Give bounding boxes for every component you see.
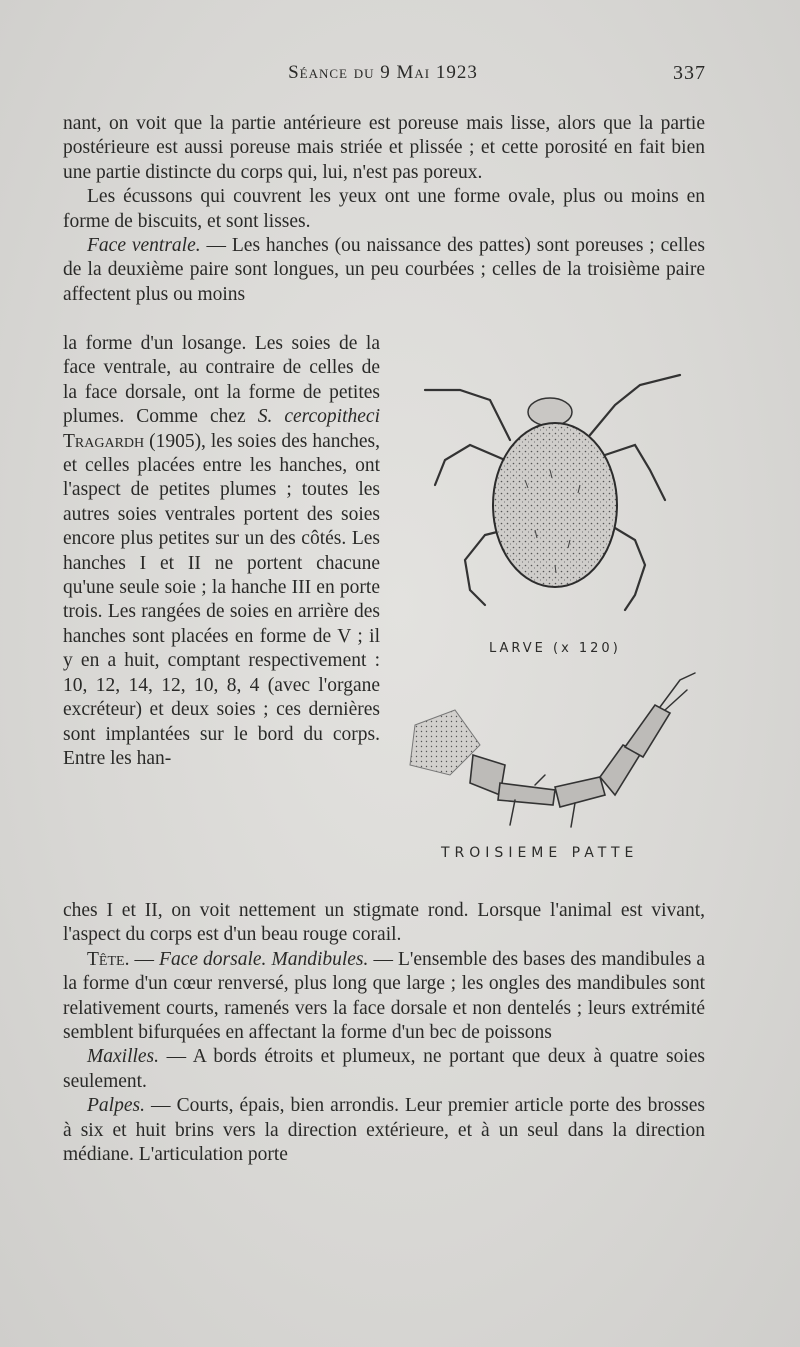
running-header	[60, 60, 706, 88]
page-number: 337	[673, 62, 706, 84]
larva-caption: LARVE (x 120)	[489, 641, 621, 656]
top-text-block	[63, 112, 705, 307]
column-text-part2: (1905), les soies des hanches, et celles placées entre les hanches, ont l'aspect de petites plumes ; toutes les autres soies ventrales portent des soies encore plus petites sur un des côtés. Les hanches I et II ne portent chacune qu'une seule soie ; la hanche III en porte trois. Les rangées de soies en arrière des hanches sont placées en forme de V ; il y en a huit, comptant respectivement : 10, 12, 14, 12, 10, 8, 4 (avec l'organe excréteur) et deux soies ; ces dernières sont implantées sur le bord du corps. Entre les han-	[63, 430, 380, 769]
paragraph-palpes	[63, 1094, 705, 1167]
mite-leg-illustration	[395, 665, 705, 835]
species-name: S. cercopitheci	[257, 406, 380, 428]
face-ventrale-text: — Les hanches (ou naissance des pattes) sont poreuses ; celles de la deuxième paire sont longues, un peu courbées ; celles de la troisième paire affectent plus ou moins	[63, 235, 705, 305]
paragraph-face-ventrale	[63, 234, 705, 307]
palpes-text: — Courts, épais, bien arrondis. Leur premier article porte des brosses à six et huit brins vers la direction extérieure, et à un seul dans la direction médiane. L'articulation porte	[63, 1095, 705, 1166]
heading-face-ventrale: Face ventrale.	[87, 235, 201, 257]
column-text-part1: la forme d'un losange. Les soies de la face ventrale, au contraire de celles de la face dorsale, ont la forme de petites plumes. Comme chez	[63, 333, 380, 428]
tete-text: — L'ensemble des bases des mandibules a la forme d'un cœur renversé, plus long que large ; les ongles des mandibules sont relativement courts, ramenés vers la face dorsale et non dentelés ; leurs extrémité semblent bifurquées en affectant la forme d'un bec de poissons	[63, 948, 706, 1044]
author-name: Tragardh	[63, 430, 145, 452]
paragraph-tete: Tête. — Face dorsale. Mandibules. — L'ensemble des bases des mandibules a la forme d'un cœur renversé, plus long que large ; les ongles des mandibules sont relativement courts, ramenés vers la face dorsale et non dentelés ; leurs extrémité semblent bifurquées en affectant la forme d'un bec de poissons	[63, 948, 706, 1044]
bottom-text-block	[63, 899, 705, 1167]
paragraph-stigmate: ches I et II, on voit nettement un stigmate rond. Lorsque l'animal est vivant, l'aspect du corps est d'un beau rouge corail.	[63, 900, 705, 946]
tete-heading: Face dorsale. Mandibules.	[159, 948, 369, 970]
paragraph-maxilles	[63, 1045, 705, 1094]
header-title: Séance du 9 Mai 1923	[288, 62, 478, 83]
paragraph-continuation: nant, on voit que la partie antérieure est poreuse mais lisse, alors que la partie postérieure est aussi poreuse mais striée et plissée ; et cette porosité en fait bien une partie distincte du corps qui, lui, n'est pas poreux.	[63, 113, 705, 183]
mite-larva-illustration	[410, 360, 700, 630]
maxilles-text: — A bords étroits et plumeux, ne portant que deux à quatre soies seulement.	[63, 1046, 705, 1092]
paragraph-ecussons: Les écussons qui couvrent les yeux ont une forme ovale, plus ou moins en forme de biscuits, et sont lisses.	[63, 186, 705, 232]
leg-caption: TROISIEME PATTE	[441, 845, 639, 861]
palpes-heading: Palpes.	[87, 1095, 145, 1117]
narrow-column-text	[63, 332, 380, 771]
tete-label: Tête.	[87, 948, 130, 970]
column-paragraph	[63, 332, 380, 771]
maxilles-heading: Maxilles.	[87, 1046, 160, 1068]
